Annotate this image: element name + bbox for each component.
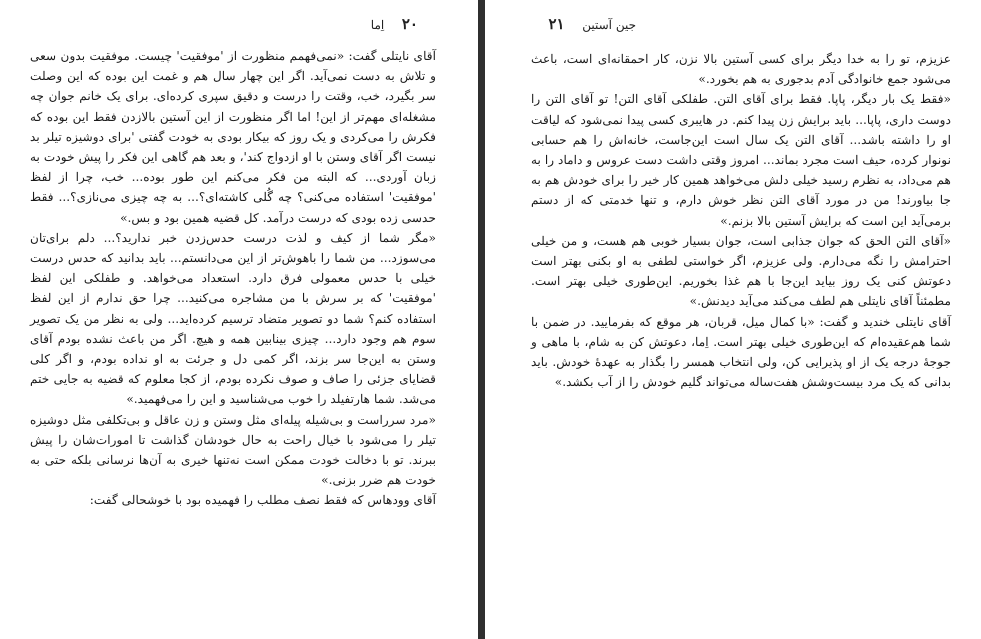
left-page	[0, 0, 478, 639]
left-running-title: اِما	[370, 18, 385, 32]
right-page-body	[531, 49, 951, 392]
right-running-title: جین آستین	[582, 18, 636, 32]
right-page-header	[548, 15, 636, 33]
paragraph: آقای نایتلی خندید و گفت: «با کمال میل، قربان، هر موقع که بفرمایید. در ضمن با شما هم‌عقیده‌ام که این‌طوری خیلی بهتر است. اِما، دعوتش کن به شام، با ماهی و جوجهٔ درجه یک از او پذیرایی کن، ولی انتخاب همسر را بگذار به عهدهٔ خودش. باید بدانی که یک مرد بیست‌وشش هفت‌ساله می‌تواند گلیم خودش را از آب بکشد.»	[531, 314, 951, 390]
paragraph: آقای وودهاس که فقط نصف مطلب را فهمیده بود با خوشحالی گفت:	[89, 493, 436, 508]
paragraph: «آقای التن الحق که جوان جذابی است، جوان بسیار خوبی هم هست، و من خیلی احترامش را نگه می‌دارم. ولی عزیزم، اگر خواستی لطفی به او بکنی بهتر است دعوتش کنی یک روز بیاید این‌جا با هم غذا بخوریم. این‌طوری خیلی بهتر است. مطمئناً آقای نایتلی هم لطف می‌کند می‌آید دیدنش.»	[531, 233, 951, 309]
paragraph: آقای نایتلی گفت: «نمی‌فهمم منظورت از 'موفقیت' چیست. موفقیت بدون سعی و تلاش به دست نمی‌آید. اگر این چهار سال هم و غمت این بوده که این وصلت سر بگیرد، خب، وقتت را درست و دقیق سپری کرده‌ای. برای یک خانم جوان چه مشغله‌ای مهم‌تر از این! اما اگر منظورت از این آستین بالازدن فقط این بوده که فکرش را می‌کردی و یک روز که بیکار بودی به خودت گفتی 'برای دوشیزه تیلر بد نیست اگر آقای وستن با او ازدواج کند'، و بعد هم گاهی این فکر را پیش خودت به زبان آوردی... که البته من فکر می‌کنم این طور بوده... خب، چرا از لفظ 'موفقیت' استفاده می‌کنی؟ چه گُلی کاشته‌ای؟... به چه چیزی می‌نازی؟... فقط حدسی زده بودی که درست درآمد. کل قضیه همین بود و بس.»	[30, 49, 436, 225]
paragraph: عزیزم، تو را به خدا دیگر برای کسی آستین بالا نزن، کار احمقانه‌ای است، باعث می‌شود جمع خانوادگی آدم بدجوری به هم بخورد.»	[531, 52, 951, 87]
left-page-header	[371, 15, 418, 33]
paragraph: «مرد سرراست و بی‌شیله پیله‌ای مثل وستن و زن عاقل و بی‌تکلفی مثل دوشیزه تیلر را می‌شود با خیال راحت به حال خودشان گذاشت تا امورات‌شان را پیش ببرند. تو با دخالت خودت ممکن است نه‌تنها خیری به آن‌ها نرسانی بلکه حتی به خودت هم ضرر بزنی.»	[30, 412, 436, 488]
book-gutter	[478, 0, 485, 639]
right-page	[485, 0, 981, 639]
left-page-body	[30, 46, 436, 511]
paragraph: «مگر شما از کیف و لذت درست حدس‌زدن خبر ندارید؟... دلم برای‌تان می‌سوزد... من شما را باهوش‌تر از این می‌دانستم... باید بدانید که حدس درست خیلی با حدس معمولی فرق دارد. استعداد می‌خواهد. و طفلکی این لفظ 'موفقیت' که بر سرش با من مشاجره می‌کنید... چرا حق ندارم از این لفظ استفاده کنم؟ شما دو تصویر متضاد ترسیم کرده‌اید... ولی به نظر من یک تصویر سوم هم وجود دارد... چیزی بینابین همه و هیچ. اگر من باعث نشده بودم آقای وستن به این‌جا سر بزند، اگر کمی دل و جرئت به او نداده بودم، و اگر کلی قضایای جزئی را صاف و صوف نکرده بودم، از کجا معلوم که قضیه به جایی ختم می‌شد. شما هارتفیلد را خوب می‌شناسید و این را می‌فهمید.»	[30, 230, 436, 407]
right-page-number: ۲۱	[548, 15, 565, 33]
left-page-number: ۲۰	[401, 15, 418, 33]
paragraph: «فقط یک بار دیگر، پاپا. فقط برای آقای التن. طفلکی آقای التن! تو آقای التن را دوست داری، پاپا... باید برایش زن پیدا کنم. در هایبری کسی پیدا نمی‌شود که لیاقت او را داشته باشد... آقای التن یک سال است این‌جاست، خانه‌اش را هم حسابی نونوار کرده، حیف است مجرد بماند... امروز وقتی داشت دست عروس و داماد را به هم می‌داد، به نظرم رسید خیلی دلش می‌خواهد همین کار خیر را برای خودش هم به جا بیاورند! من در مورد آقای التن نظر خوش دارم، و تنها خدمتی که از دستم برمی‌آید این است که برایش آستین بالا بزنم.»	[531, 92, 951, 228]
